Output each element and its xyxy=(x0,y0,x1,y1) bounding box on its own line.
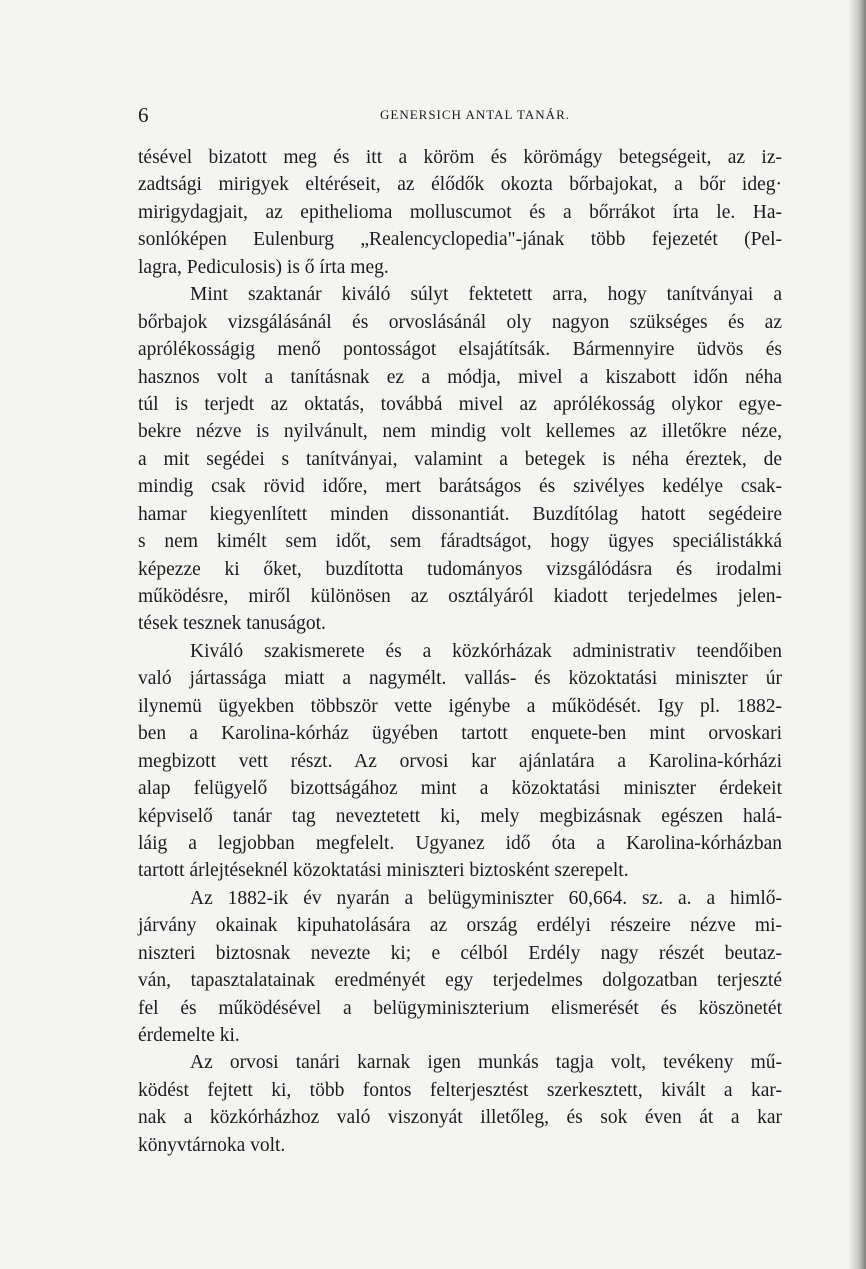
text-line: mirigydagjait, az epithelioma molluscumot és a bőrrákot írta le. Ha- xyxy=(138,201,782,223)
text-line: tések tesznek tanuságot. xyxy=(138,613,326,635)
text-line: Mint szaktanár kiváló súlyt fektetett arra, hogy tanítványai a xyxy=(190,284,782,306)
text-line: bekre nézve is nyilvánult, nem mindig volt kellemes az illetőkre néze, xyxy=(138,421,782,443)
text-line: s nem kimélt sem időt, sem fáradtságot, hogy ügyes speciálistákká xyxy=(138,531,782,553)
text-line: niszteri biztosnak nevezte ki; e célból Erdély nagy részét beutaz- xyxy=(138,942,782,964)
text-line: képezze ki őket, buzdította tudományos vizsgálódásra és irodalmi xyxy=(138,558,782,580)
text-line: ván, tapasztalatainak eredményét egy terjedelmes dolgozatban terjeszté xyxy=(138,970,782,992)
text-line: alap felügyelő bizottságához mint a közoktatási miniszter érdekeit xyxy=(138,778,782,800)
text-line: ilynemü ügyekben többször vette igénybe a működését. Igy pl. 1882- xyxy=(138,695,782,717)
running-head: GENERSICH ANTAL TANÁR. xyxy=(379,107,570,122)
text-line: Az 1882-ik év nyarán a belügyminiszter 60,664. sz. a. a himlő- xyxy=(190,887,782,909)
text-line: megbizott vett részt. Az orvosi kar ajánlatára a Karolina-kórházi xyxy=(138,750,782,772)
text-line: tartott árlejtéseknél közoktatási miniszteri biztosként szerepelt. xyxy=(138,860,629,882)
text-line: aprólékosságig menő pontosságot elsajátítsák. Bármennyire üdvös és xyxy=(138,339,782,361)
text-line: működésre, miről különösen az osztályáról kiadott terjedelmes jelen- xyxy=(138,586,782,607)
page-edge-shadow xyxy=(848,0,866,1269)
text-line: fel és működésével a belügyminiszterium elismerését és köszönetét xyxy=(138,997,782,1019)
text-line: hamar kiegyenlített minden dissonantiát. Buzdítólag hatott segédeire xyxy=(138,503,782,525)
page-number: 6 xyxy=(138,103,149,127)
text-line: tésével bizatott meg és itt a köröm és körömágy betegségeit, az iz- xyxy=(138,147,782,168)
text-line: nak a közkórházhoz való viszonyát illetőleg, és sok éven át a kar xyxy=(138,1107,782,1129)
body-text xyxy=(138,144,782,1159)
text-line: járvány okainak kipuhatolására az ország erdélyi részeire nézve mi- xyxy=(138,915,782,937)
text-line: bőrbajok vizsgálásánál és orvoslásánál oly nagyon szükséges és az xyxy=(138,311,782,333)
text-line: zadtsági mirigyek eltéréseit, az élődők okozta bőrbajokat, a bőr ideg· xyxy=(138,174,782,196)
text-line: sonlóképen Eulenburg „Realencyclopedia"-jának több fejezetét (Pel- xyxy=(138,229,782,251)
text-line: érdemelte ki. xyxy=(138,1025,240,1046)
text-line: lagra, Pediculosis) is ő írta meg. xyxy=(138,256,389,278)
text-line: Az orvosi tanári karnak igen munkás tagja volt, tevékeny mű- xyxy=(190,1052,782,1074)
text-line: képviselő tanár tag neveztetett ki, mely megbizásnak egészen halá- xyxy=(138,805,782,827)
text-line: való jártassága miatt a nagymélt. vallás- és közoktatási miniszter úr xyxy=(138,668,782,690)
text-line: ben a Karolina-kórház ügyében tartott enquete-ben mint orvoskari xyxy=(138,723,782,745)
text-line: láig a legjobban megfelelt. Ugyanez idő óta a Karolina-kórházban xyxy=(138,832,782,854)
text-line: Kiváló szakismerete és a közkórházak administrativ teendőiben xyxy=(190,640,782,662)
text-line: könyvtárnoka volt. xyxy=(138,1134,286,1156)
text-line: mindig csak rövid időre, mert barátságos és szivélyes kedélye csak- xyxy=(138,476,782,498)
text-line: a mit segédei s tanítványai, valamint a betegek is néha éreztek, de xyxy=(138,448,782,470)
page-header xyxy=(138,100,782,130)
text-line: túl is terjedt az oktatás, továbbá mivel az aprólékosság olykor egye- xyxy=(138,393,782,415)
text-line: hasznos volt a tanításnak ez a módja, mivel a kiszabott időn néha xyxy=(138,366,782,388)
text-line: ködést fejtett ki, több fontos felterjesztést szerkesztett, kivált a kar- xyxy=(138,1079,782,1101)
